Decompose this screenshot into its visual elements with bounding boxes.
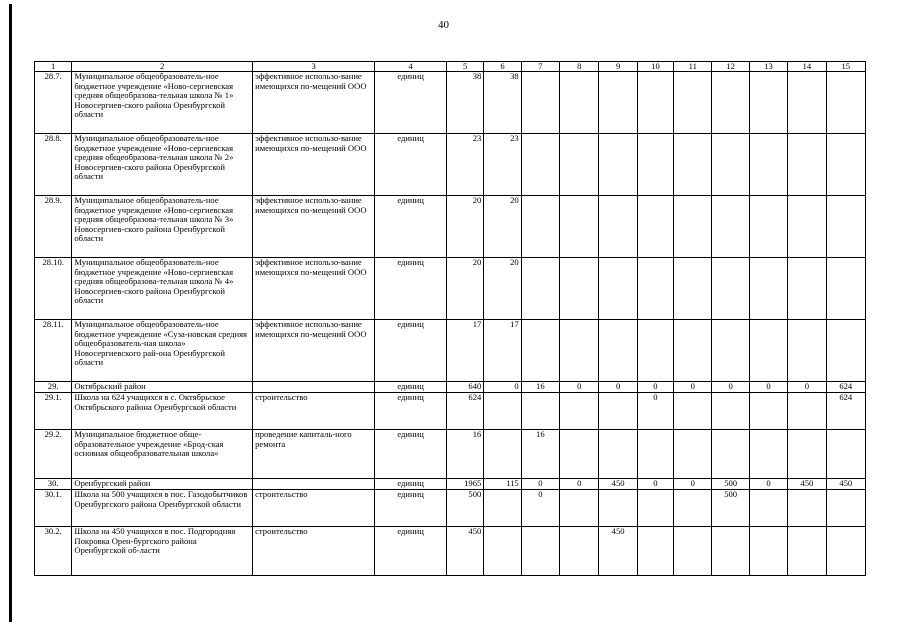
row-direction-cell: эффективное использо-вание имеющихся по-мещений ООО: [253, 134, 375, 196]
value-cell: 624: [446, 393, 483, 430]
value-cell: 0: [521, 490, 559, 527]
row-direction-cell: [253, 382, 375, 393]
value-cell: [521, 258, 559, 320]
value-cell: [826, 320, 865, 382]
row-direction-cell: строительство: [253, 393, 375, 430]
value-cell: 0: [637, 393, 673, 430]
value-cell: [674, 196, 712, 258]
value-cell: [826, 72, 865, 134]
row-number-cell: 28.7.: [35, 72, 72, 134]
data-table: [34, 61, 866, 576]
value-cell: [788, 72, 826, 134]
value-cell: [712, 430, 749, 479]
table-row: [35, 527, 866, 576]
page-number: 40: [438, 19, 449, 31]
row-unit-cell: единиц: [375, 430, 447, 479]
value-cell: 0: [712, 382, 749, 393]
value-cell: [560, 490, 599, 527]
value-cell: [484, 393, 521, 430]
value-cell: [749, 527, 787, 576]
value-cell: [637, 527, 673, 576]
value-cell: [521, 527, 559, 576]
value-cell: 0: [560, 382, 599, 393]
value-cell: 0: [521, 479, 559, 490]
value-cell: [521, 320, 559, 382]
row-direction-cell: эффективное использо-вание имеющихся по-мещений ООО: [253, 258, 375, 320]
table-row: [35, 479, 866, 490]
value-cell: [674, 430, 712, 479]
row-name-cell: Оренбургский район: [72, 479, 253, 490]
header-cell: 14: [788, 62, 826, 72]
row-number-cell: 30.2.: [35, 527, 72, 576]
value-cell: 0: [674, 382, 712, 393]
value-cell: [674, 72, 712, 134]
row-unit-cell: единиц: [375, 382, 447, 393]
value-cell: [749, 134, 787, 196]
value-cell: [674, 134, 712, 196]
value-cell: [484, 490, 521, 527]
row-unit-cell: единиц: [375, 258, 447, 320]
value-cell: [826, 258, 865, 320]
header-cell: 3: [253, 62, 375, 72]
value-cell: 20: [484, 258, 521, 320]
value-cell: [599, 393, 637, 430]
table-row: [35, 196, 866, 258]
value-cell: 0: [560, 479, 599, 490]
header-cell: 9: [599, 62, 637, 72]
value-cell: [788, 134, 826, 196]
value-cell: [749, 430, 787, 479]
value-cell: [560, 196, 599, 258]
value-cell: 450: [446, 527, 483, 576]
value-cell: 20: [446, 258, 483, 320]
row-number-cell: 29.2.: [35, 430, 72, 479]
value-cell: 16: [521, 382, 559, 393]
row-name-cell: Муниципальное общеобразователь-ное бюджетное учреждение «Ново-сергиевская средняя общеобразова-тельная школа № 2» Новосергиев-ского района Оренбургской области: [72, 134, 253, 196]
value-cell: [484, 527, 521, 576]
value-cell: [637, 196, 673, 258]
value-cell: 17: [484, 320, 521, 382]
value-cell: 450: [599, 479, 637, 490]
value-cell: [674, 393, 712, 430]
value-cell: 23: [484, 134, 521, 196]
value-cell: [560, 134, 599, 196]
value-cell: 450: [826, 479, 865, 490]
value-cell: 500: [712, 490, 749, 527]
table-row: [35, 393, 866, 430]
row-name-cell: Школа на 624 учащихся в с. Октябрьское Октябрьского района Оренбургской области: [72, 393, 253, 430]
header-cell: 5: [446, 62, 483, 72]
table-row: [35, 258, 866, 320]
row-name-cell: Муниципальное общеобразователь-ное бюджетное учреждение «Ново-сергиевская средняя общеобразова-тельная школа № 4» Новосергиев-ского района Оренбургской области: [72, 258, 253, 320]
value-cell: 0: [788, 382, 826, 393]
value-cell: [637, 72, 673, 134]
value-cell: [826, 430, 865, 479]
value-cell: 38: [484, 72, 521, 134]
value-cell: [749, 393, 787, 430]
table-row: [35, 320, 866, 382]
value-cell: 624: [826, 382, 865, 393]
value-cell: [788, 320, 826, 382]
row-number-cell: 30.: [35, 479, 72, 490]
row-unit-cell: единиц: [375, 490, 447, 527]
value-cell: [560, 258, 599, 320]
left-margin-bar: [9, 4, 12, 622]
value-cell: 20: [446, 196, 483, 258]
value-cell: [637, 134, 673, 196]
value-cell: [826, 196, 865, 258]
value-cell: [788, 490, 826, 527]
value-cell: [712, 320, 749, 382]
value-cell: [599, 320, 637, 382]
row-direction-cell: эффективное использо-вание имеющихся по-мещений ООО: [253, 196, 375, 258]
value-cell: 23: [446, 134, 483, 196]
value-cell: [674, 527, 712, 576]
header-cell: 12: [712, 62, 749, 72]
table-row: [35, 490, 866, 527]
row-name-cell: Муниципальное общеобразователь-ное бюджетное учреждение «Суза-новская средняя общеобразователь-ная школа» Новосергиевского рай-она Оренбургской области: [72, 320, 253, 382]
value-cell: 450: [599, 527, 637, 576]
row-direction-cell: эффективное использо-вание имеющихся по-мещений ООО: [253, 72, 375, 134]
row-name-cell: Муниципальное бюджетное обще-образовательное учреждение «Брод-ская основная общеобразовательная школа»: [72, 430, 253, 479]
value-cell: [560, 393, 599, 430]
value-cell: 450: [788, 479, 826, 490]
value-cell: [637, 320, 673, 382]
table-row: [35, 382, 866, 393]
value-cell: [749, 490, 787, 527]
row-name-cell: Муниципальное общеобразователь-ное бюджетное учреждение «Ново-сергиевская средняя общеобразова-тельная школа № 3» Новосергиев-ского района Оренбургской области: [72, 196, 253, 258]
value-cell: [637, 258, 673, 320]
header-row: [35, 62, 866, 72]
row-direction-cell: строительство: [253, 527, 375, 576]
row-name-cell: Муниципальное общеобразователь-ное бюджетное учреждение «Ново-сергиевская средняя общеобразова-тельная школа № 1» Новосергиев-ского района Оренбургской области: [72, 72, 253, 134]
row-number-cell: 28.9.: [35, 196, 72, 258]
value-cell: [788, 393, 826, 430]
row-unit-cell: единиц: [375, 393, 447, 430]
row-name-cell: Школа на 500 учащихся в пос. Газодобытчиков Оренбургского района Оренбургской области: [72, 490, 253, 527]
row-unit-cell: единиц: [375, 527, 447, 576]
value-cell: [749, 196, 787, 258]
table-row: [35, 72, 866, 134]
value-cell: [599, 196, 637, 258]
value-cell: [560, 320, 599, 382]
row-name-cell: Школа на 450 учащихся в пос. Подгородняя Покровка Орен-бургского района Оренбургской об-ласти: [72, 527, 253, 576]
row-direction-cell: строительство: [253, 490, 375, 527]
value-cell: [599, 134, 637, 196]
header-cell: 7: [521, 62, 559, 72]
value-cell: 500: [446, 490, 483, 527]
header-cell: 2: [72, 62, 253, 72]
value-cell: 16: [521, 430, 559, 479]
row-unit-cell: единиц: [375, 134, 447, 196]
table-row: [35, 134, 866, 196]
value-cell: [637, 490, 673, 527]
value-cell: [712, 527, 749, 576]
value-cell: [521, 196, 559, 258]
header-cell: 15: [826, 62, 865, 72]
header-cell: 4: [375, 62, 447, 72]
table-row: [35, 430, 866, 479]
header-cell: 8: [560, 62, 599, 72]
value-cell: [712, 72, 749, 134]
value-cell: 16: [446, 430, 483, 479]
row-unit-cell: единиц: [375, 72, 447, 134]
row-number-cell: 30.1.: [35, 490, 72, 527]
row-name-cell: Октябрьский район: [72, 382, 253, 393]
value-cell: 0: [749, 382, 787, 393]
value-cell: [788, 196, 826, 258]
value-cell: [599, 258, 637, 320]
value-cell: [521, 134, 559, 196]
row-direction-cell: эффективное использо-вание имеющихся по-мещений ООО: [253, 320, 375, 382]
value-cell: [712, 134, 749, 196]
value-cell: [826, 527, 865, 576]
value-cell: 500: [712, 479, 749, 490]
row-unit-cell: единиц: [375, 196, 447, 258]
value-cell: [484, 430, 521, 479]
row-direction-cell: проведение капиталь-ного ремонта: [253, 430, 375, 479]
table-body: [35, 62, 866, 576]
value-cell: [749, 72, 787, 134]
row-unit-cell: единиц: [375, 479, 447, 490]
header-cell: 6: [484, 62, 521, 72]
value-cell: [749, 258, 787, 320]
value-cell: [560, 527, 599, 576]
value-cell: [521, 72, 559, 134]
value-cell: [749, 320, 787, 382]
value-cell: 38: [446, 72, 483, 134]
row-unit-cell: единиц: [375, 320, 447, 382]
value-cell: 640: [446, 382, 483, 393]
value-cell: [788, 430, 826, 479]
value-cell: 0: [599, 382, 637, 393]
value-cell: 0: [637, 479, 673, 490]
value-cell: 0: [749, 479, 787, 490]
header-cell: 1: [35, 62, 72, 72]
value-cell: [674, 258, 712, 320]
value-cell: 0: [637, 382, 673, 393]
value-cell: 624: [826, 393, 865, 430]
value-cell: [599, 490, 637, 527]
value-cell: [637, 430, 673, 479]
value-cell: [560, 430, 599, 479]
value-cell: [560, 72, 599, 134]
value-cell: [674, 320, 712, 382]
value-cell: [826, 490, 865, 527]
row-number-cell: 29.: [35, 382, 72, 393]
header-cell: 10: [637, 62, 673, 72]
header-cell: 11: [674, 62, 712, 72]
value-cell: 17: [446, 320, 483, 382]
value-cell: 1965: [446, 479, 483, 490]
value-cell: [788, 258, 826, 320]
value-cell: 0: [484, 382, 521, 393]
value-cell: [788, 527, 826, 576]
value-cell: [712, 393, 749, 430]
row-number-cell: 29.1.: [35, 393, 72, 430]
row-number-cell: 28.10.: [35, 258, 72, 320]
header-cell: 13: [749, 62, 787, 72]
value-cell: 115: [484, 479, 521, 490]
value-cell: [674, 490, 712, 527]
value-cell: [599, 430, 637, 479]
row-number-cell: 28.8.: [35, 134, 72, 196]
value-cell: [826, 134, 865, 196]
row-direction-cell: [253, 479, 375, 490]
value-cell: 20: [484, 196, 521, 258]
value-cell: 0: [674, 479, 712, 490]
value-cell: [599, 72, 637, 134]
value-cell: [712, 196, 749, 258]
value-cell: [521, 393, 559, 430]
row-number-cell: 28.11.: [35, 320, 72, 382]
value-cell: [712, 258, 749, 320]
